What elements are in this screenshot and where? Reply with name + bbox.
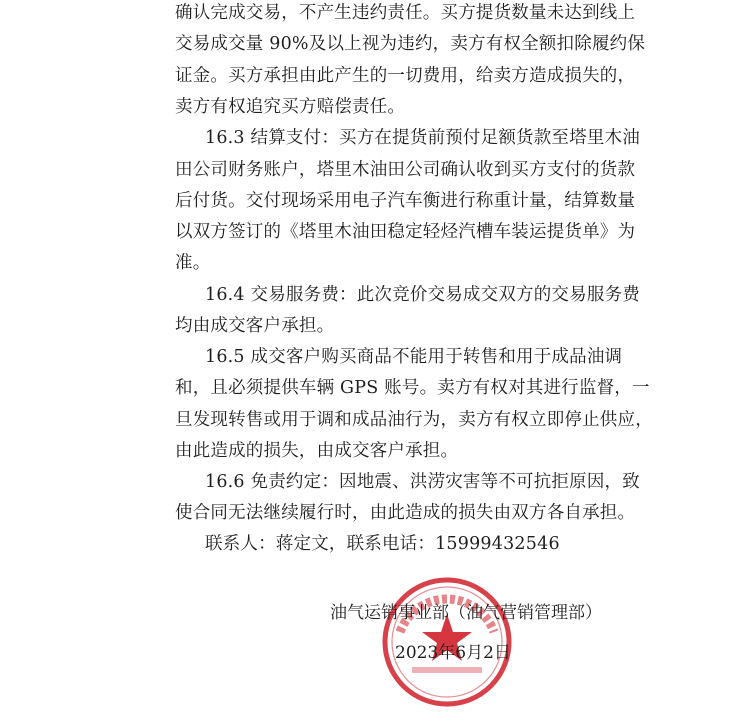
- body-line: 均由成交客户承担。: [175, 316, 335, 336]
- body-line: 证金。买方承担由此产生的一切费用，给卖方造成损失的，: [175, 66, 636, 86]
- body-line: 确认完成交易，不产生违约责任。买方提货数量未达到线上: [175, 3, 636, 23]
- body-line: 卖方有权追究买方赔偿责任。: [175, 97, 406, 117]
- contact-line: 联系人：蒋定文，联系电话：15999432546: [205, 534, 560, 554]
- body-line: 旦发现转售或用于调和成品油行为，卖方有权立即停止供应，: [175, 410, 653, 430]
- clause-16-5: 16.5 成交客户购买商品不能用于转售和用于成品油调: [205, 347, 623, 367]
- clause-16-3: 16.3 结算支付：买方在提货前预付足额货款至塔里木油: [205, 128, 640, 148]
- body-line: 和，且必须提供车辆 GPS 账号。卖方有权对其进行监督，一: [175, 378, 650, 398]
- body-line: 交易成交量 90%及以上视为违约，卖方有权全额扣除履约保: [175, 34, 646, 54]
- body-line: 以双方签订的《塔里木油田稳定轻烃汽槽车装运提货单》为: [175, 222, 636, 242]
- body-line: 田公司财务账户，塔里木油田公司确认收到买方支付的货款: [175, 160, 636, 180]
- signing-date: 2023年6月2日: [395, 643, 511, 663]
- body-line: 准。: [175, 253, 211, 273]
- body-line: 使合同无法继续履行时，由此造成的损失由双方各自承担。: [175, 503, 636, 523]
- clause-16-6: 16.6 免责约定：因地震、洪涝灾害等不可抗拒原因，致: [205, 472, 640, 492]
- body-line: 由此造成的损失，由成交客户承担。: [175, 441, 459, 461]
- signing-organization: 油气运销事业部（油气营销管理部）: [330, 603, 602, 623]
- clause-16-4: 16.4 交易服务费：此次竞价交易成交双方的交易服务费: [205, 285, 640, 305]
- body-line: 后付货。交付现场采用电子汽车衡进行称重计量，结算数量: [175, 191, 636, 211]
